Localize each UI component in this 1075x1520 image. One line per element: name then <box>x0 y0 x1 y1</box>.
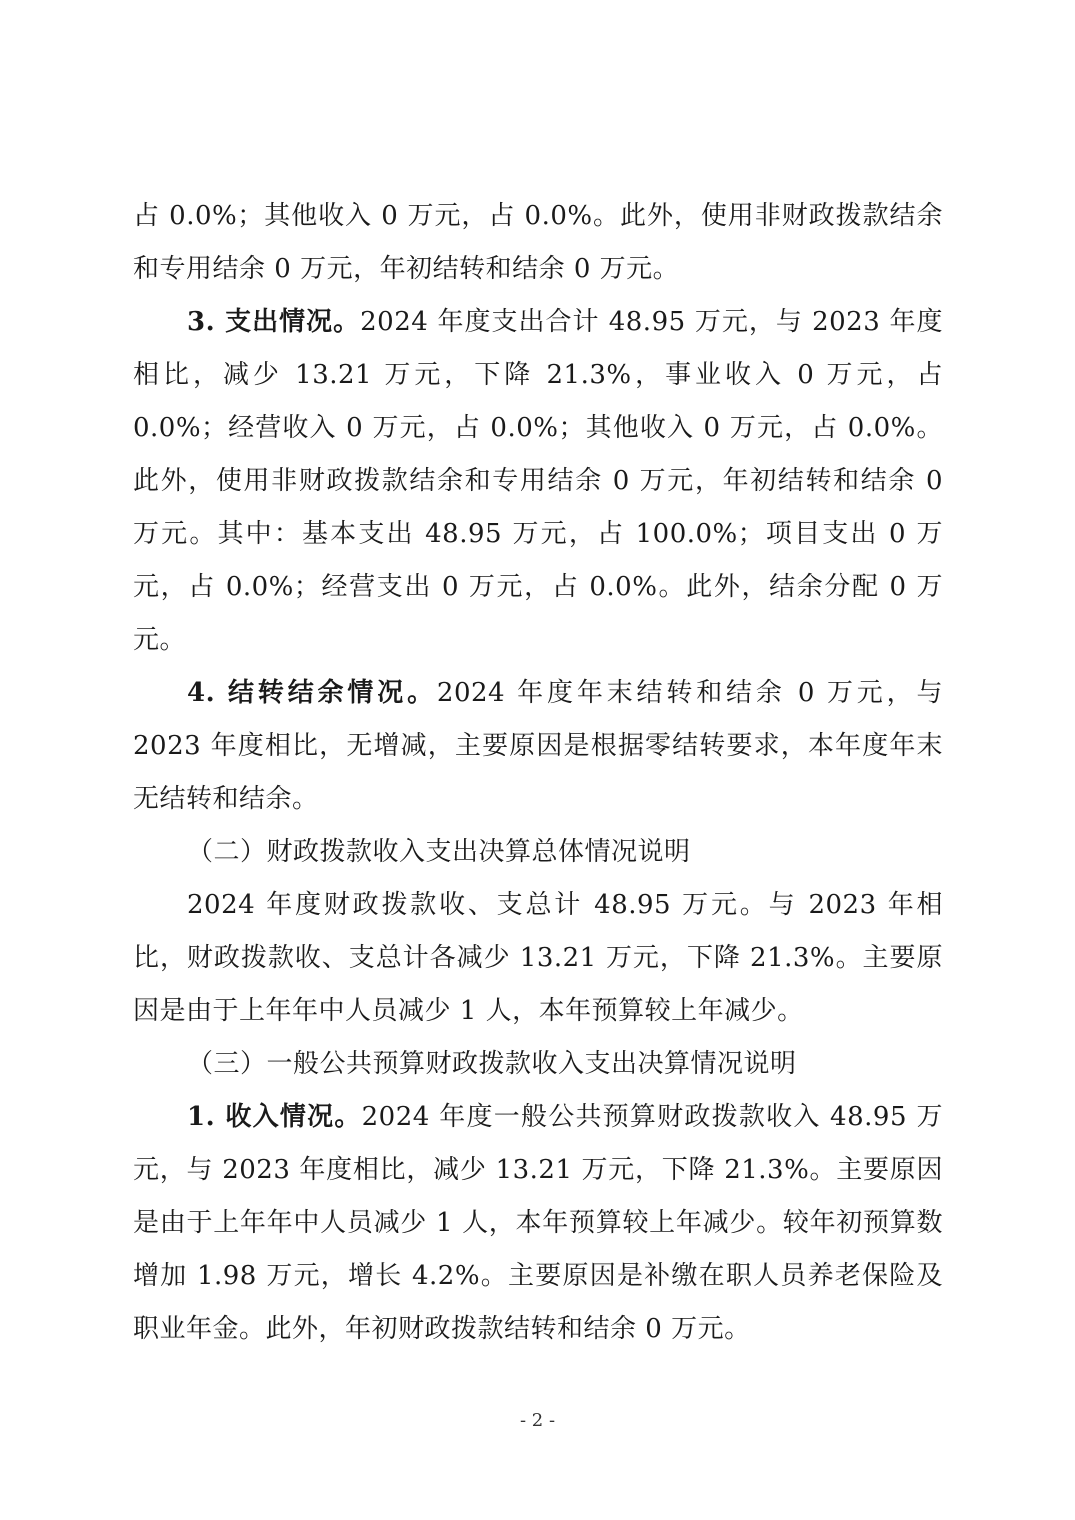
paragraph-income <box>133 1091 943 1356</box>
paragraph-fiscal-total: 2024 年度财政拨款收、支总计 48.95 万元。与 2023 年相比，财政拨款收、支总计各减少 13.21 万元，下降 21.3%。主要原因是由于上年年中人员减少 1 人，本年预算较上年减少。 <box>133 890 943 1026</box>
section-lead: 3. 支出情况。 <box>187 307 361 337</box>
paragraph-continuation: 占 0.0%；其他收入 0 万元，占 0.0%。此外，使用非财政拨款结余和专用结余 0 万元，年初结转和结余 0 万元。 <box>133 201 943 284</box>
document-body <box>133 190 943 1356</box>
paragraph-carryover <box>133 667 943 826</box>
section-heading-3: （三）一般公共预算财政拨款收入支出决算情况说明 <box>187 1049 797 1079</box>
paragraph-text: 2024 年度支出合计 48.95 万元，与 2023 年度相比，减少 13.21 万元，下降 21.3%，事业收入 0 万元，占 0.0%；经营收入 0 万元，占 0.0%；其他收入 0 万元，占 0.0%。此外，使用非财政拨款结余和专用结余 0 万元，年初结转和结余 0 万元。其中：基本支出 48.95 万元，占 100.0%；项目支出 0 万元，占 0.0%；经营支出 0 万元，占 0.0%。此外，结余分配 0 万元。 <box>133 307 944 655</box>
section-lead: 1. 收入情况。 <box>187 1102 362 1132</box>
paragraph-text: 2024 年度一般公共预算财政拨款收入 48.95 万元，与 2023 年度相比，减少 13.21 万元，下降 21.3%。主要原因是由于上年年中人员减少 1 人，本年预算较上年减少。较年初预算数增加 1.98 万元，增长 4.2%。主要原因是补缴在职人员养老保险及职业年金。此外，年初财政拨款结转和结余 0 万元。 <box>133 1102 943 1344</box>
page-number: - 2 - <box>519 1410 556 1431</box>
section-heading-2: （二）财政拨款收入支出决算总体情况说明 <box>187 837 691 867</box>
paragraph-text: 2024 年度年末结转和结余 0 万元，与 2023 年度相比，无增减，主要原因是根据零结转要求，本年度年末无结转和结余。 <box>133 678 943 814</box>
paragraph-expenditure <box>133 296 943 667</box>
section-lead: 4. 结转结余情况。 <box>187 678 437 708</box>
